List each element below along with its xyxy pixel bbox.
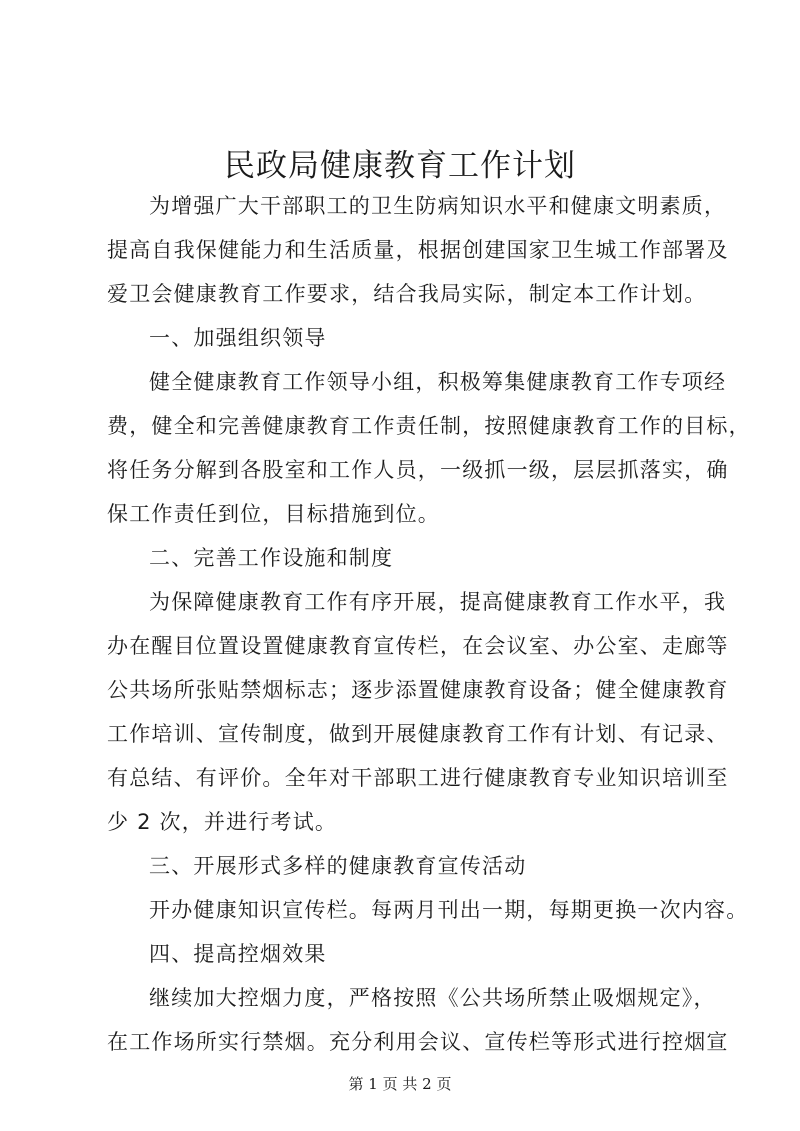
paragraph-line: 办在醒目位置设置健康教育宣传栏，在会议室、办公室、走廊等 bbox=[107, 634, 729, 658]
paragraph-line: 爱卫会健康教育工作要求，结合我局实际，制定本工作计划。 bbox=[107, 282, 707, 306]
paragraph-line: 将任务分解到各股室和工作人员，一级抓一级，层层抓落实，确 bbox=[107, 458, 729, 482]
paragraph-line: 为增强广大干部职工的卫生防病知识水平和健康文明素质， bbox=[149, 194, 727, 218]
paragraph-line: 继续加大控烟力度，严格按照《公共场所禁止吸烟规定》， bbox=[149, 986, 716, 1010]
paragraph-line: 费，健全和完善健康教育工作责任制，按照健康教育工作的目标， bbox=[107, 414, 751, 438]
paragraph-line: 开办健康知识宣传栏。每两月刊出一期，每期更换一次内容。 bbox=[149, 898, 749, 922]
paragraph-line: 健全健康教育工作领导小组，积极筹集健康教育工作专项经 bbox=[149, 370, 727, 394]
paragraph-line: 工作培训、宣传制度，做到开展健康教育工作有计划、有记录、 bbox=[107, 722, 729, 746]
page-number: 第 1 页 共 2 页 bbox=[348, 1075, 452, 1093]
paragraph-line: 公共场所张贴禁烟标志；逐步添置健康教育设备；健全健康教育 bbox=[107, 678, 729, 702]
paragraph-line: 有总结、有评价。全年对干部职工进行健康教育专业知识培训至 bbox=[107, 766, 729, 790]
document-title: 民政局健康教育工作计划 bbox=[224, 148, 576, 184]
paragraph-line: 在工作场所实行禁烟。充分利用会议、宣传栏等形式进行控烟宣 bbox=[107, 1030, 729, 1054]
section-heading: 四、提高控烟效果 bbox=[149, 942, 327, 966]
section-heading: 三、开展形式多样的健康教育宣传活动 bbox=[149, 854, 527, 878]
paragraph-line: 少 2 次，并进行考试。 bbox=[107, 810, 338, 834]
section-heading: 一、加强组织领导 bbox=[149, 326, 327, 350]
paragraph-line: 保工作责任到位，目标措施到位。 bbox=[107, 502, 440, 526]
section-heading: 二、完善工作设施和制度 bbox=[149, 546, 394, 570]
paragraph-line: 为保障健康教育工作有序开展，提高健康教育工作水平，我 bbox=[149, 590, 727, 614]
paragraph-line: 提高自我保健能力和生活质量，根据创建国家卫生城工作部署及 bbox=[107, 238, 729, 262]
